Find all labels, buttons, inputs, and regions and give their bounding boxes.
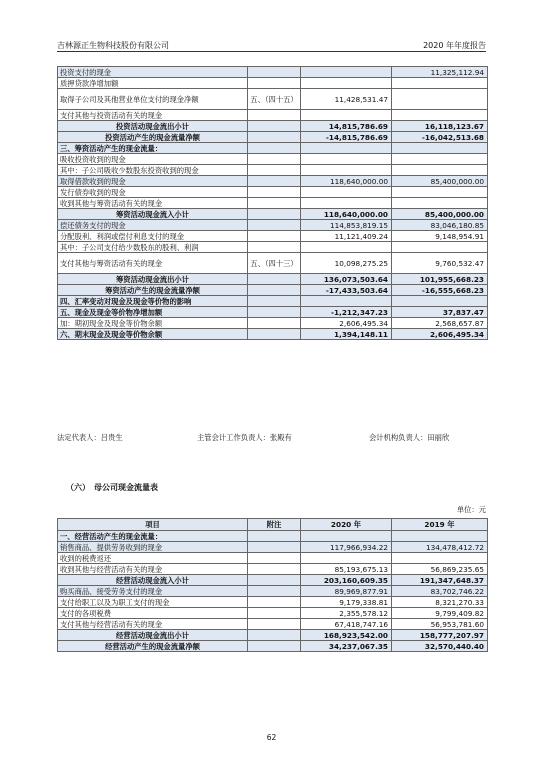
table-row <box>58 575 488 586</box>
parent-cash-flow-table <box>57 518 488 652</box>
header-prior-year: 2019 年 <box>392 519 488 531</box>
row-note <box>248 329 301 340</box>
row-current-value <box>301 242 392 253</box>
row-current-value: 2,355,578.12 <box>301 608 392 619</box>
table-row <box>58 597 488 608</box>
table-row <box>58 619 488 630</box>
row-prior-value <box>392 531 488 542</box>
table-row <box>58 318 488 329</box>
row-label: 取得子公司及其他营业单位支付的现金净额 <box>58 89 248 110</box>
row-prior-value <box>392 242 488 253</box>
section-title: （六） 母公司现金流量表 <box>66 483 158 492</box>
row-prior-value: 191,347,648.37 <box>392 575 488 586</box>
row-current-value <box>301 154 392 165</box>
consolidated-cash-flow-table-continued <box>57 66 488 340</box>
row-prior-value: 83,046,180.85 <box>392 220 488 231</box>
row-note <box>248 187 301 198</box>
row-prior-value: 11,325,112.94 <box>392 67 488 78</box>
table-row <box>58 110 488 121</box>
row-current-value: 11,428,531.47 <box>301 89 392 110</box>
row-prior-value: 9,799,409.82 <box>392 608 488 619</box>
row-label: 支付其他与投资活动有关的现金 <box>58 110 248 121</box>
row-prior-value <box>392 143 488 154</box>
row-prior-value: -16,555,668.23 <box>392 285 488 296</box>
row-prior-value <box>392 165 488 176</box>
row-prior-value: 8,321,270.33 <box>392 597 488 608</box>
row-label: 六、期末现金及现金等价物余额 <box>58 329 248 340</box>
table-row <box>58 641 488 652</box>
table-row <box>58 630 488 641</box>
row-prior-value <box>392 296 488 307</box>
row-label: 偿还债务支付的现金 <box>58 220 248 231</box>
table-row <box>58 220 488 231</box>
table-row <box>58 608 488 619</box>
row-current-value: 2,606,495.34 <box>301 318 392 329</box>
table-row <box>58 553 488 564</box>
row-current-value <box>301 531 392 542</box>
table-row <box>58 329 488 340</box>
row-note <box>248 143 301 154</box>
row-label: 支付其他与经营活动有关的现金 <box>58 619 248 630</box>
row-label: 筹资活动产生的现金流量净额 <box>58 285 248 296</box>
row-prior-value: 16,118,123.67 <box>392 121 488 132</box>
table-row <box>58 143 488 154</box>
row-label: 投资支付的现金 <box>58 67 248 78</box>
row-note <box>248 597 301 608</box>
row-current-value: -17,433,503.64 <box>301 285 392 296</box>
row-label: 经营活动产生的现金流量净额 <box>58 641 248 652</box>
table-row <box>58 78 488 89</box>
row-note <box>248 176 301 187</box>
row-prior-value <box>392 154 488 165</box>
row-note <box>248 198 301 209</box>
row-prior-value: 37,837.47 <box>392 307 488 318</box>
header-item: 项目 <box>58 519 248 531</box>
table-row <box>58 307 488 318</box>
row-current-value: 9,179,338.81 <box>301 597 392 608</box>
row-label: 收到的税费返还 <box>58 553 248 564</box>
row-prior-value: 32,570,440.40 <box>392 641 488 652</box>
row-label: 收到其他与经营活动有关的现金 <box>58 564 248 575</box>
row-note <box>248 242 301 253</box>
row-prior-value: 158,777,207.97 <box>392 630 488 641</box>
row-note <box>248 154 301 165</box>
table-row <box>58 542 488 553</box>
row-note <box>248 132 301 143</box>
row-current-value <box>301 110 392 121</box>
row-note <box>248 231 301 242</box>
row-label: 投资活动产生的现金流量净额 <box>58 132 248 143</box>
unit-label: 单位：元 <box>456 505 486 514</box>
row-current-value: 117,966,934.22 <box>301 542 392 553</box>
header-current-year: 2020 年 <box>301 519 392 531</box>
row-current-value: 203,160,609.35 <box>301 575 392 586</box>
row-label: 投资活动现金流出小计 <box>58 121 248 132</box>
row-current-value <box>301 296 392 307</box>
row-label: 购买商品、接受劳务支付的现金 <box>58 586 248 597</box>
row-current-value <box>301 78 392 89</box>
row-label: 其中：子公司吸收少数股东投资收到的现金 <box>58 165 248 176</box>
page-number: 62 <box>266 733 277 742</box>
row-label: 加：期初现金及现金等价物余额 <box>58 318 248 329</box>
row-note <box>248 575 301 586</box>
row-prior-value: 83,702,746.22 <box>392 586 488 597</box>
row-note <box>248 531 301 542</box>
company-name: 吉林源正生物科技股份有限公司 <box>57 41 169 50</box>
row-prior-value: 85,400,000.00 <box>392 176 488 187</box>
row-prior-value <box>392 198 488 209</box>
header-divider <box>57 51 486 52</box>
row-note: 五、（四十五） <box>248 89 301 110</box>
table-row <box>58 531 488 542</box>
table-row <box>58 253 488 274</box>
row-label: 支付的各项税费 <box>58 608 248 619</box>
row-note <box>248 542 301 553</box>
row-note <box>248 630 301 641</box>
row-current-value: 168,923,542.00 <box>301 630 392 641</box>
row-label: 支付其他与筹资活动有关的现金 <box>58 253 248 274</box>
row-label: 筹资活动现金流入小计 <box>58 209 248 220</box>
row-current-value <box>301 187 392 198</box>
row-prior-value: 101,955,668.23 <box>392 274 488 285</box>
row-note <box>248 586 301 597</box>
row-current-value: -1,212,347.23 <box>301 307 392 318</box>
row-label: 支付给职工以及为职工支付的现金 <box>58 597 248 608</box>
row-label: 销售商品、提供劳务收到的现金 <box>58 542 248 553</box>
row-note <box>248 78 301 89</box>
row-note <box>248 274 301 285</box>
row-prior-value: -16,042,513.68 <box>392 132 488 143</box>
table-row <box>58 285 488 296</box>
row-prior-value: 2,606,495.34 <box>392 329 488 340</box>
row-prior-value: 85,400,000.00 <box>392 209 488 220</box>
row-note <box>248 285 301 296</box>
row-current-value: 118,640,000.00 <box>301 176 392 187</box>
row-label: 三、筹资活动产生的现金流量： <box>58 143 248 154</box>
row-note <box>248 608 301 619</box>
row-note <box>248 553 301 564</box>
row-label: 取得借款收到的现金 <box>58 176 248 187</box>
table-row <box>58 209 488 220</box>
row-current-value <box>301 165 392 176</box>
row-prior-value: 56,953,781.60 <box>392 619 488 630</box>
row-current-value <box>301 553 392 564</box>
row-prior-value <box>392 187 488 198</box>
row-note <box>248 296 301 307</box>
row-prior-value: 2,568,657.87 <box>392 318 488 329</box>
header-note: 附注 <box>248 519 301 531</box>
report-title: 2020 年年度报告 <box>423 41 486 50</box>
row-note <box>248 641 301 652</box>
accounting-head: 主管会计工作负责人：张殿有 <box>197 433 292 442</box>
row-current-value: -14,815,786.69 <box>301 132 392 143</box>
row-note <box>248 318 301 329</box>
row-label: 吸收投资收到的现金 <box>58 154 248 165</box>
row-current-value: 67,418,747.16 <box>301 619 392 630</box>
table-row <box>58 231 488 242</box>
row-label: 经营活动现金流入小计 <box>58 575 248 586</box>
table-row <box>58 154 488 165</box>
table-row <box>58 586 488 597</box>
legal-representative: 法定代表人：吕贵生 <box>57 433 123 442</box>
row-current-value <box>301 198 392 209</box>
row-prior-value: 9,148,954.91 <box>392 231 488 242</box>
row-prior-value: 9,760,532.47 <box>392 253 488 274</box>
row-prior-value <box>392 553 488 564</box>
row-label: 经营活动现金流出小计 <box>58 630 248 641</box>
row-note <box>248 67 301 78</box>
row-label: 一、经营活动产生的现金流量： <box>58 531 248 542</box>
row-note <box>248 110 301 121</box>
table-header-row <box>58 519 488 531</box>
table-row <box>58 242 488 253</box>
table-row <box>58 67 488 78</box>
row-label: 分配股利、利润或偿付利息支付的现金 <box>58 231 248 242</box>
row-prior-value <box>392 89 488 110</box>
table-row <box>58 165 488 176</box>
table-row <box>58 274 488 285</box>
row-note <box>248 165 301 176</box>
row-label: 发行债券收到的现金 <box>58 187 248 198</box>
row-note <box>248 619 301 630</box>
row-note <box>248 564 301 575</box>
table-row <box>58 187 488 198</box>
row-note <box>248 307 301 318</box>
row-label: 其中：子公司支付给少数股东的股利、利润 <box>58 242 248 253</box>
row-prior-value: 56,869,235.65 <box>392 564 488 575</box>
row-current-value: 118,640,000.00 <box>301 209 392 220</box>
row-prior-value <box>392 110 488 121</box>
row-current-value <box>301 143 392 154</box>
accounting-agency-head: 会计机构负责人：田丽欣 <box>369 433 450 442</box>
table-row <box>58 132 488 143</box>
row-current-value: 10,098,275.25 <box>301 253 392 274</box>
table-row <box>58 198 488 209</box>
row-prior-value: 134,478,412.72 <box>392 542 488 553</box>
row-current-value: 114,853,819.15 <box>301 220 392 231</box>
row-label: 筹资活动现金流出小计 <box>58 274 248 285</box>
row-label: 五、现金及现金等价物净增加额 <box>58 307 248 318</box>
row-note: 五、（四十三） <box>248 253 301 274</box>
table-row <box>58 121 488 132</box>
row-prior-value <box>392 78 488 89</box>
row-current-value <box>301 67 392 78</box>
row-label: 质押贷款净增加额 <box>58 78 248 89</box>
table-row <box>58 89 488 110</box>
row-note <box>248 121 301 132</box>
page-header <box>57 40 486 51</box>
table-row <box>58 296 488 307</box>
row-current-value: 34,237,067.35 <box>301 641 392 652</box>
row-note <box>248 220 301 231</box>
row-label: 四、汇率变动对现金及现金等价物的影响 <box>58 296 248 307</box>
row-current-value: 85,193,675.13 <box>301 564 392 575</box>
table-row <box>58 564 488 575</box>
row-current-value: 14,815,786.69 <box>301 121 392 132</box>
row-current-value: 1,394,148.11 <box>301 329 392 340</box>
row-label: 收到其他与筹资活动有关的现金 <box>58 198 248 209</box>
table-row <box>58 176 488 187</box>
row-current-value: 89,969,877.91 <box>301 586 392 597</box>
row-current-value: 136,073,503.64 <box>301 274 392 285</box>
row-current-value: 11,121,409.24 <box>301 231 392 242</box>
row-note <box>248 209 301 220</box>
